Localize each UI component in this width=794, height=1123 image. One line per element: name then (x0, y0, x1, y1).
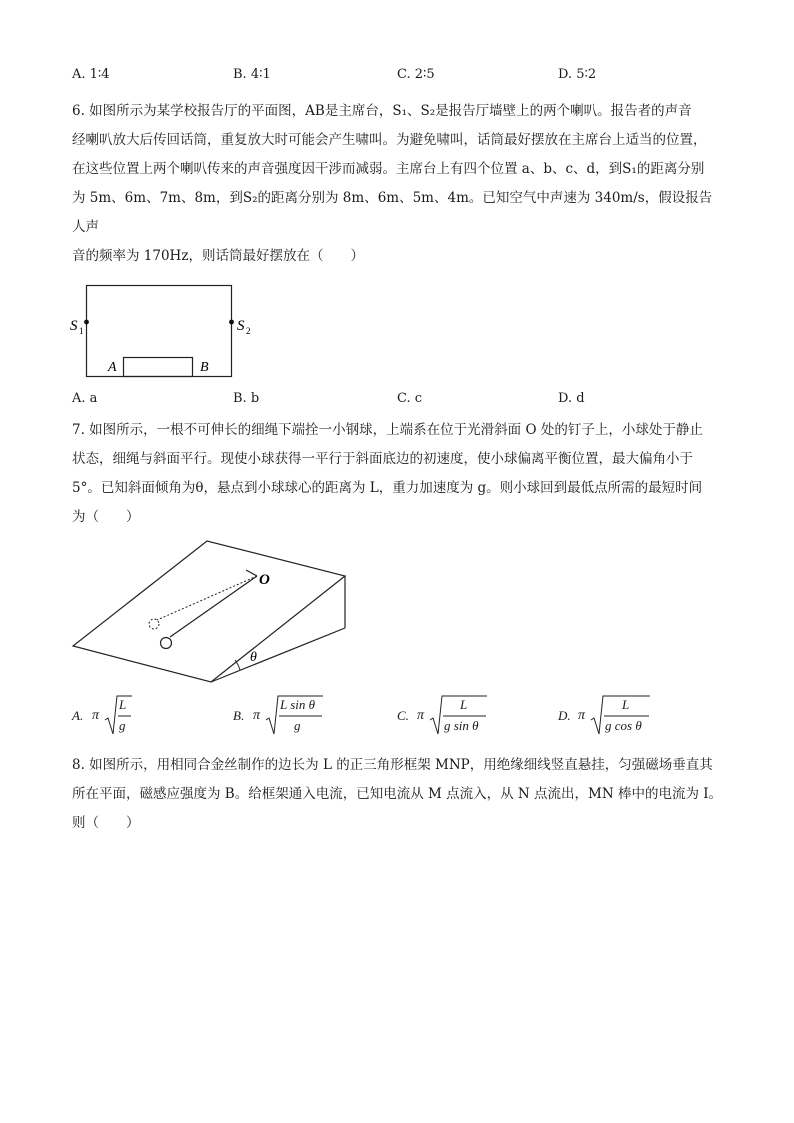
pivot-o-label: O (259, 572, 270, 588)
nail (246, 570, 257, 576)
q6-line: 在这些位置上两个喇叭传来的声音强度因干涉而减弱。主席台上有四个位置 a、b、c、d，到S₁的距离分别 (72, 161, 705, 177)
q8-line: 所在平面，磁感应强度为 B。给框架通入电流，已知电流从 M 点流入，从 N 点流出，MN 棒中的电流为 I。 (72, 786, 723, 802)
ball (161, 638, 172, 649)
q8-line: 则（ ） (72, 815, 140, 831)
fraction-denominator: g cos θ (605, 718, 642, 733)
q6-option-d: D. d (558, 391, 585, 406)
q8-line: 8. 如图所示，用相同合金丝制作的边长为 L 的正三角形框架 MNP，用绝缘细线竖直悬挂，匀强磁场垂直其 (72, 757, 713, 773)
q6-line: 为 5m、6m、7m、8m，到S₂的距离分别为 8m、6m、5m、4m。已知空气中声速为 340m/s，假设报告人声 (72, 190, 713, 235)
stage-label-a: A (108, 360, 117, 375)
q6-option-c: C. c (397, 391, 423, 406)
fraction-numerator: L (622, 697, 630, 712)
q6-line: 音的频率为 170Hz，则话筒最好摆放在（ ） (72, 248, 364, 264)
q7-incline-figure (66, 536, 356, 688)
stage-label-b: B (200, 360, 209, 375)
q7-line: 状态，细绳与斜面平行。现使小球获得一平行于斜面底边的初速度，使小球偏离平衡位置，最大偏角小于 (72, 451, 693, 467)
q5-option-c: C. 2∶5 (397, 67, 435, 82)
option-letter: C. (397, 708, 409, 723)
pi-symbol: π (578, 708, 586, 723)
q5-option-b: B. 4∶1 (233, 67, 271, 82)
fraction-numerator: L (460, 697, 468, 712)
pi-symbol: π (417, 708, 425, 723)
q6-option-a: A. a (72, 391, 98, 406)
string (170, 576, 257, 637)
s2-subscript: 2 (246, 326, 251, 336)
q7-option-a (72, 694, 212, 738)
option-letter: B. (233, 708, 245, 723)
fraction-numerator: L (119, 697, 127, 712)
pi-symbol: π (92, 708, 100, 723)
q6-option-b: B. b (233, 391, 260, 406)
s1-label: S (70, 318, 78, 334)
displaced-ball (149, 619, 159, 629)
incline-base (211, 628, 345, 682)
q6-line: 经喇叭放大后传回话筒，重复放大时可能会产生啸叫。为避免啸叫，话筒最好摆放在主席台上适当的位置， (72, 132, 707, 148)
fraction-denominator: g (294, 718, 301, 733)
option-letter: A. (72, 708, 84, 723)
incline-face (73, 541, 345, 682)
q6-hall-figure (66, 280, 256, 380)
q7-stem (72, 416, 724, 532)
q7-line: 5°。已知斜面倾角为θ，悬点到小球球心的距离为 L，重力加速度为 g。则小球回到最低点所需的最短时间 (72, 480, 703, 496)
s1-subscript: 1 (79, 326, 84, 336)
q7-option-b (233, 694, 383, 738)
fraction-denominator: g sin θ (444, 718, 479, 733)
q7-option-d (558, 694, 708, 738)
s2-label: S (237, 318, 245, 334)
q5-option-a: A. 1∶4 (72, 67, 110, 82)
q6-stem (72, 97, 724, 271)
speaker-s2-dot (229, 320, 234, 325)
q6-line: 6. 如图所示为某学校报告厅的平面图，AB是主席台，S₁、S₂是报告厅墙壁上的两个喇叭。报告者的声音 (72, 103, 692, 119)
q7-line: 为（ ） (72, 509, 140, 525)
q8-stem (72, 751, 724, 838)
theta-label: θ (250, 650, 257, 665)
q7-line: 7. 如图所示，一根不可伸长的细绳下端拴一小钢球，上端系在位于光滑斜面 O 处的钉子上，小球处于静止 (72, 422, 703, 438)
option-letter: D. (558, 708, 571, 723)
fraction-denominator: g (119, 718, 126, 733)
q5-option-d: D. 5∶2 (558, 67, 597, 82)
speaker-s1-dot (84, 320, 89, 325)
q7-option-c (397, 694, 547, 738)
pi-symbol: π (253, 708, 261, 723)
displaced-string (157, 576, 257, 620)
fraction-numerator: L sin θ (280, 697, 316, 712)
stage (124, 358, 193, 377)
